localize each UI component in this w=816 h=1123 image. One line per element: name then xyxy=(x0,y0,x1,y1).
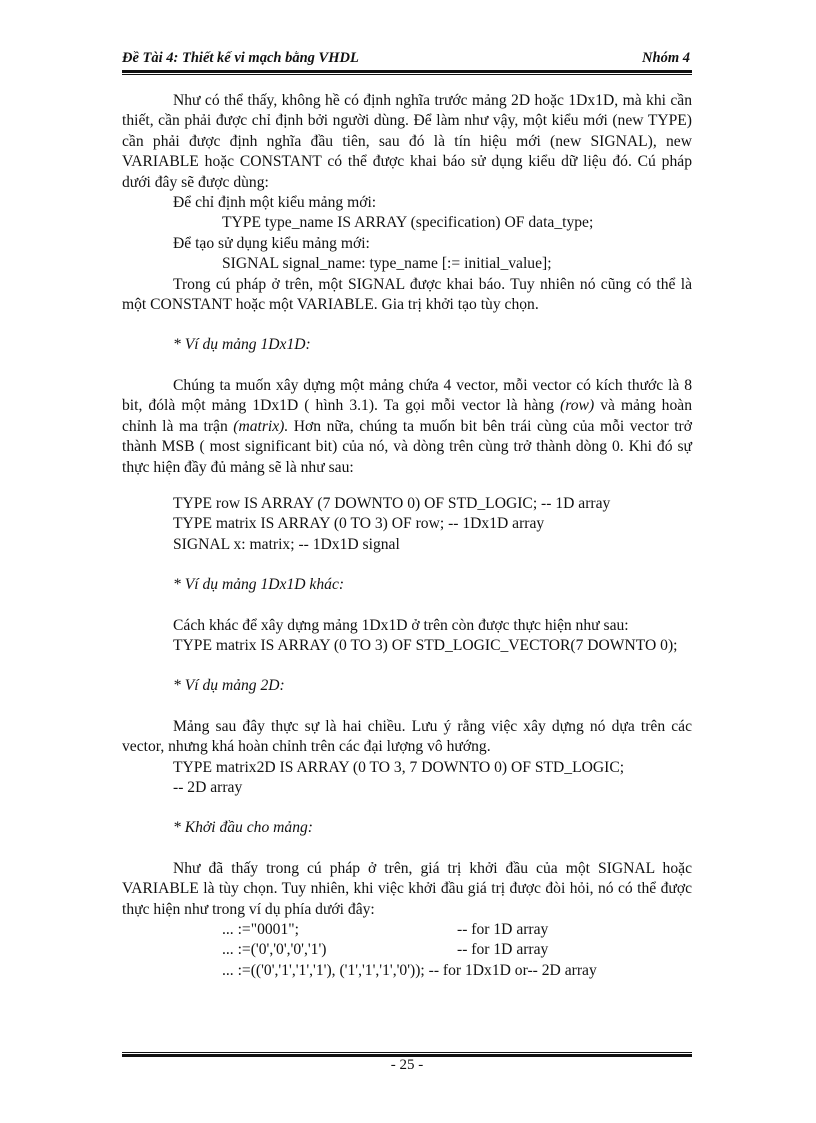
heading-example-1dx1d-alt: * Ví dụ mảng 1Dx1D khác: xyxy=(173,576,345,594)
init-example-row xyxy=(122,940,692,960)
paragraph-syntax-note: Trong cú pháp ở trên, một SIGNAL được khai báo. Tuy nhiên nó cũng có thể là một CONSTANT hoặc một VARIABLE. Gia trị khởi tạo tùy chọn. xyxy=(122,275,692,314)
paragraph-intro: Như có thể thấy, không hề có định nghĩa trước mảng 2D hoặc 1Dx1D, mà khi cần thiết, cần phải được chỉ định bởi người dùng. Để làm như vậy, một kiểu mới (new TYPE) cần phải được định nghĩa đầu tiên, sau đó là tín hiệu mới (new SIGNAL), new VARIABLE hoặc CONSTANT có thể được khai báo sử dụng kiểu dữ liệu đó. Cú pháp dưới đây sẽ được dùng: xyxy=(122,92,692,191)
paragraph-array-init: Như đã thấy trong cú pháp ở trên, giá trị khởi đầu của một SIGNAL hoặc VARIABLE là tùy chọn. Tuy nhiên, khi việc khởi đầu giá trị được đòi hỏi, nó có thể được thực hiện như trong ví dụ phía dưới đây: xyxy=(122,859,692,918)
init-code: ... :=(('0','1','1','1'), ('1','1','1','0')); -- for 1Dx1D or-- 2D array xyxy=(222,961,597,979)
header-rule xyxy=(122,70,692,75)
paragraph-2d: Mảng sau đây thực sự là hai chiều. Lưu ý rằng việc xây dựng nó dựa trên các vector, nhưng khá hoàn chỉnh trên các đại lượng vô hướng. xyxy=(122,717,692,756)
code-comment-2d: -- 2D array xyxy=(173,778,243,796)
init-code: ... :=('0','0','0','1') xyxy=(222,941,327,959)
heading-array-init: * Khởi đầu cho mảng: xyxy=(173,819,313,837)
header-title: Đề Tài 4: Thiết kế vi mạch bằng VHDL xyxy=(122,50,359,66)
page-header xyxy=(122,44,692,70)
code-type-matrix2d: TYPE matrix2D IS ARRAY (0 TO 3, 7 DOWNTO 0) OF STD_LOGIC; xyxy=(173,758,625,776)
code-type-matrix-alt: TYPE matrix IS ARRAY (0 TO 3) OF STD_LOGIC_VECTOR(7 DOWNTO 0); xyxy=(173,636,678,654)
code-type-syntax: TYPE type_name IS ARRAY (specification) OF data_type; xyxy=(222,214,594,232)
init-comment: -- for 1D array xyxy=(457,921,549,938)
page-body xyxy=(122,91,692,981)
init-comment: -- for 1D array xyxy=(457,941,549,959)
code-signal-x: SIGNAL x: matrix; -- 1Dx1D signal xyxy=(173,535,400,553)
init-code: ... :="0001"; xyxy=(222,921,299,938)
code-type-row: TYPE row IS ARRAY (7 DOWNTO 0) OF STD_LOGIC; -- 1D array xyxy=(173,494,611,512)
paragraph-example-1dx1d: Chúng ta muốn xây dựng một mảng chứa 4 vector, mỗi vector có kích thước là 8 bit, đólà một mảng 1Dx1D ( hình 3.1). Ta gọi mỗi vector là hàng (row) và mảng hoàn chỉnh là ma trận (matrix). Hơn nữa, chúng ta muốn bit bên trái cùng của mỗi vector trở thành MSB ( most significant bit) của nó, và dòng trên cùng trở thành dòng 0. Khi đó sự thực hiện đầy đủ mảng sẽ là như sau: xyxy=(122,376,692,476)
paragraph-alt-1dx1d: Cách khác để xây dựng mảng 1Dx1D ở trên còn được thực hiện như sau: xyxy=(173,616,629,634)
heading-example-2d: * Ví dụ mảng 2D: xyxy=(173,677,285,695)
heading-example-1dx1d: * Ví dụ mảng 1Dx1D: xyxy=(173,336,311,354)
code-signal-syntax: SIGNAL signal_name: type_name [:= initial_value]; xyxy=(222,255,552,273)
page-number: - 25 - xyxy=(390,1057,424,1073)
init-example-row xyxy=(122,961,692,981)
paragraph-define-type-label: Để chỉ định một kiểu mảng mới: xyxy=(173,194,377,212)
paragraph-use-type-label: Để tạo sử dụng kiểu mảng mới: xyxy=(173,234,370,252)
header-group: Nhóm 4 xyxy=(642,50,690,66)
init-example-row xyxy=(122,920,692,940)
code-type-matrix: TYPE matrix IS ARRAY (0 TO 3) OF row; -- 1Dx1D array xyxy=(173,515,545,533)
